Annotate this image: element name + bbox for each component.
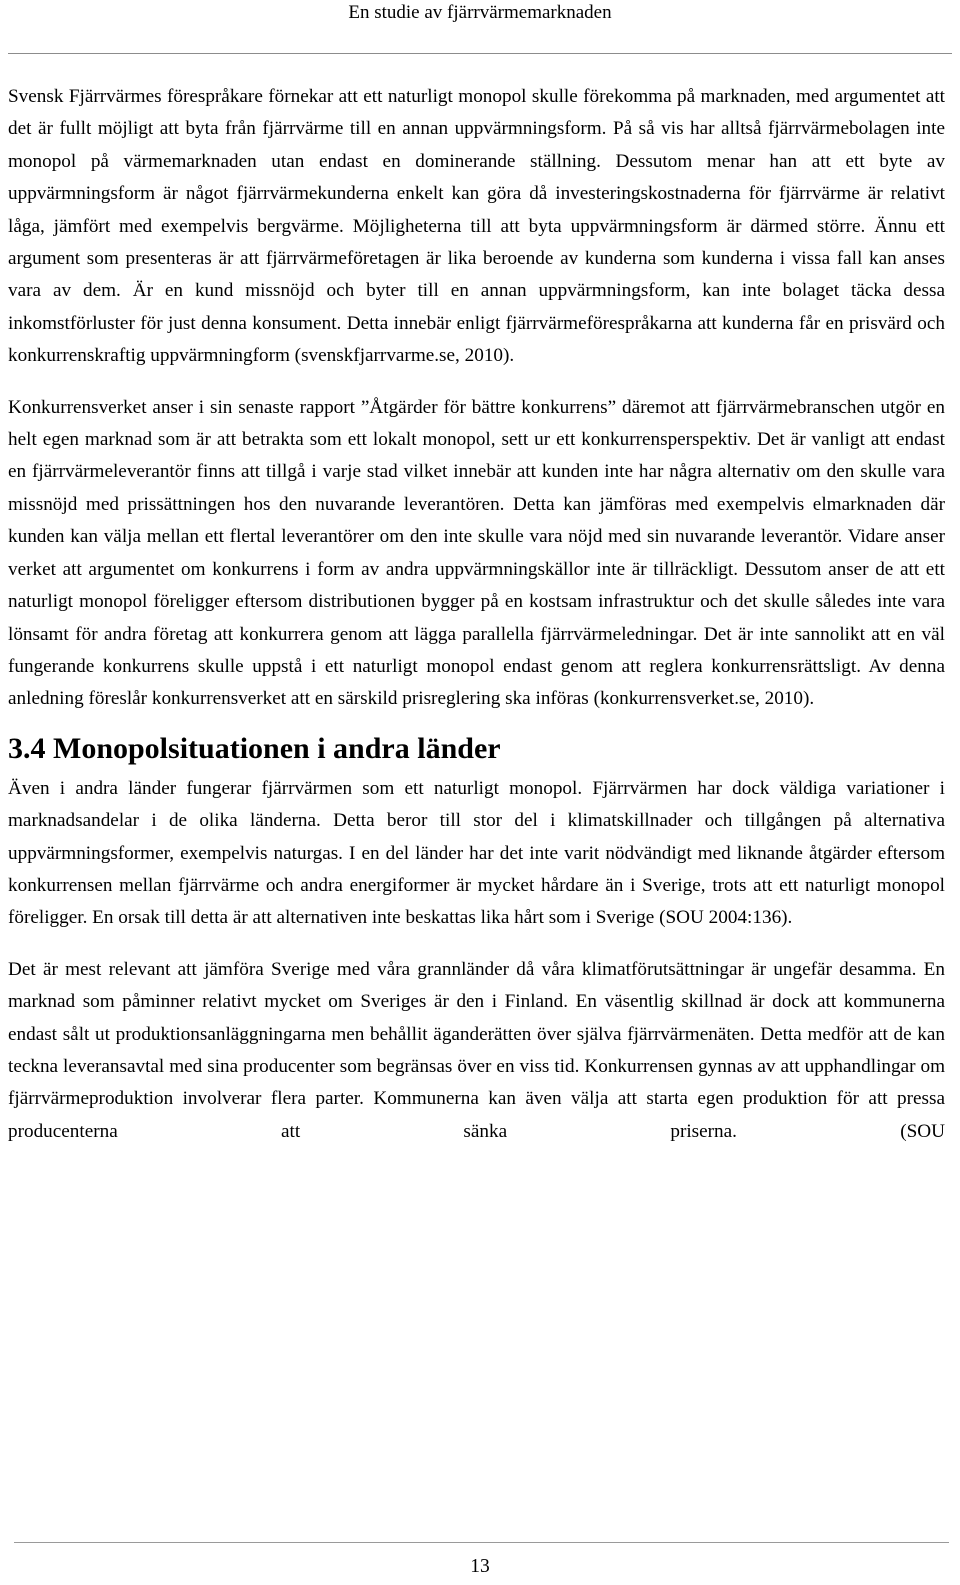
running-header: En studie av fjärrvärmemarknaden [348,2,612,23]
page-number: 13 [470,1556,490,1577]
section-heading: 3.4 Monopolsituationen i andra länder [8,731,501,765]
paragraph-competition-authority: Konkurrensverket anser i sin senaste rapport ”Åtgärder för bättre konkurrens” däremot att fjärrvärmebranschen utgör en helt egen marknad som är att betrakta som ett lokalt monopol, sett ur ett konkurrensperspektiv. Det är vanligt att endast en fjärrvärmeleverantör finns att tillgå i varje stad vilket innebär att kunden inte har några alternativ om den skulle vara missnöjd med prissättningen hos den nuvarande leverantören. Detta kan jämföras med exempelvis elmarknaden där kunden kan välja mellan ett flertal leverantörer om den inte skulle vara nöjd med sin nuvarande leverantör. Vidare anser verket att argumentet om konkurrens i form av andra uppvärmningskällor inte är tillräckligt. Dessutom anser de att ett naturligt monopol föreligger eftersom distributionen bygger på en kostsam infrastruktur och det skulle således inte vara lönsamt för andra företag att konkurrera genom att lägga parallella fjärrvärmeledningar. Det är inte sannolikt att en väl fungerande konkurrens skulle uppstå i ett naturligt monopol endast genom att reglera konkurrensrättsligt. Av denna anledning föreslår konkurrensverket att en särskild prisreglering ska införas (konkurrensverket.se, 2010). [8,396,945,710]
page-body [8,81,945,1148]
footer-rule [14,1542,949,1543]
paragraph-nordic-comparison: Det är mest relevant att jämföra Sverige med våra grannländer då våra klimatförutsättningar är ungefär desamma. En marknad som påminner relativt mycket om Sveriges är den i Finland. En väsentlig skillnad är dock att kommunerna endast sålt ut produktionsanläggningarna men behållit äganderätten över själva fjärrvärmenäten. Detta medför att de kan teckna leveransavtal med sina producenter som begränsas över en viss tid. Konkurrensen gynnas av att upphandlingar om fjärrvärmeproduktion involverar flera parter. Kommunerna kan även välja att starta egen produktion för att pressa producenterna att sänka priserna. (SOU [8,958,945,1142]
paragraph-other-countries: Även i andra länder fungerar fjärrvärmen som ett naturligt monopol. Fjärrvärmen har dock väldiga variationer i marknadsandelar i de olika länderna. Detta beror till stor del i klimatskillnader och tillgången på alternativa uppvärmningsformer, exempelvis naturgas. I en del länder har det inte varit nödvändigt med liknande åtgärder eftersom konkurrensen mellan fjärrvärme och andra energiformer är mycket hårdare än i Sverige, trots att ett naturligt monopol föreligger. En orsak till detta är att alternativen inte beskattas lika hårt som i Sverige (SOU 2004:136). [8,777,945,929]
header-rule [8,53,952,54]
paragraph-monopoly-arguments: Svensk Fjärrvärmes förespråkare förnekar att ett naturligt monopol skulle förekomma på marknaden, med argumentet att det är fullt möjligt att byta från fjärrvärme till en annan uppvärmningsform. På så vis har alltså fjärrvärmebolagen inte monopol på värmemarknaden utan endast en dominerande ställning. Dessutom menar han att ett byte av uppvärmningsform är något fjärrvärmekunderna enkelt kan göra då investeringskostnaderna för fjärrvärme är relativt låga, jämfört med exempelvis bergvärme. Möjligheterna till att byta uppvärmningsform är därmed större. Ännu ett argument som presenteras är att fjärrvärmeföretagen är lika beroende av kunderna som kunderna i vissa fall kan anses vara av dem. Är en kund missnöjd och byter till en annan uppvärmningsform, kan inte bolaget täcka dessa inkomstförluster för just denna konsument. Detta innebär enligt fjärrvärmeförespråkarna att kunderna får en prisvärd och konkurrenskraftig uppvärmningform (svenskfjarrvarme.se, 2010). [8,86,945,367]
